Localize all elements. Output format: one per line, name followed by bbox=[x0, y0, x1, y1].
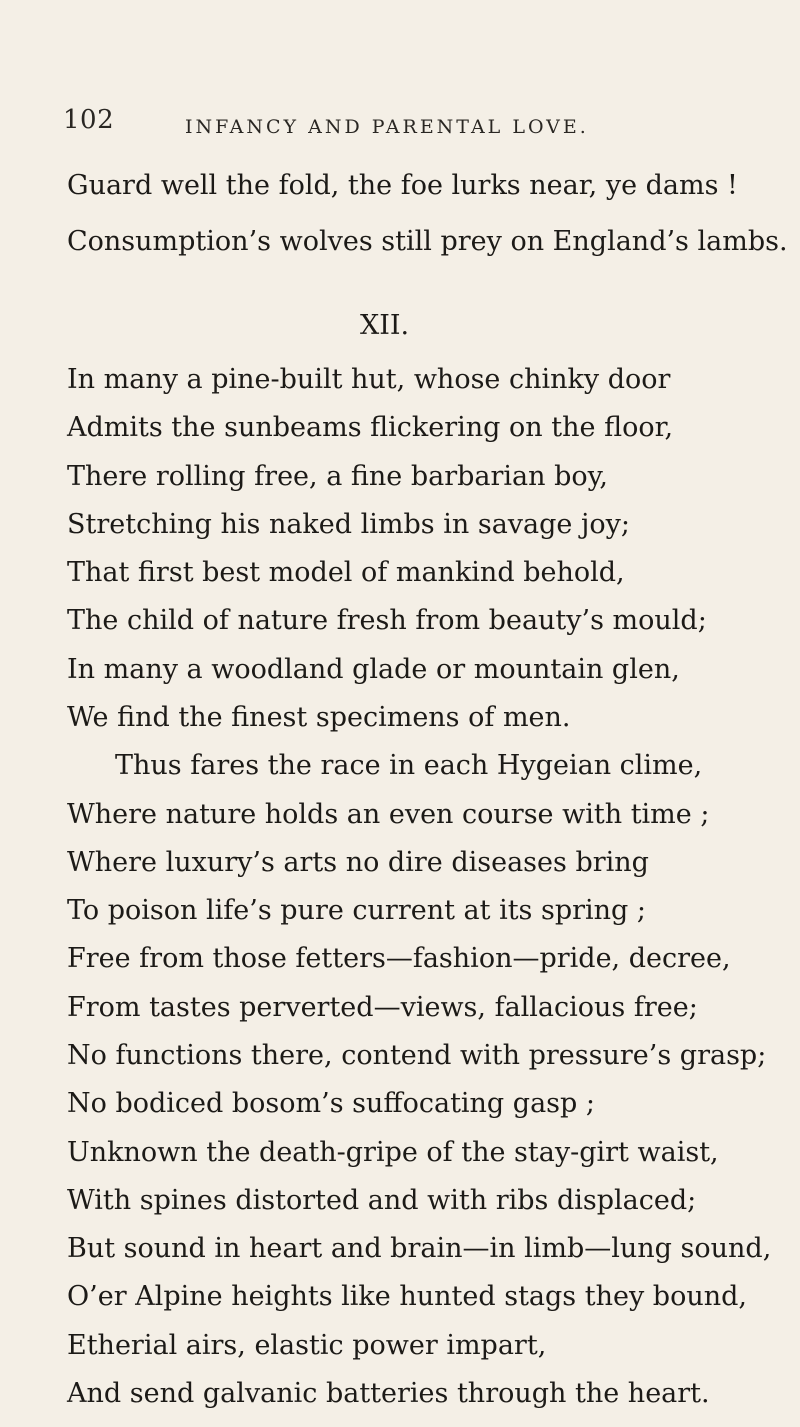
verse-line: In many a pine-built hut, whose chinky door bbox=[67, 364, 671, 395]
verse-line: Guard well the fold, the foe lurks near, ye dams ! bbox=[67, 170, 738, 201]
page-number: 102 bbox=[63, 105, 115, 135]
verse-line: Where nature holds an even course with time ; bbox=[67, 799, 710, 830]
verse-line: Thus fares the race in each Hygeian clime, bbox=[115, 750, 703, 781]
verse-line: That first best model of mankind behold, bbox=[67, 557, 625, 588]
running-head: INFANCY AND PARENTAL LOVE. bbox=[185, 116, 589, 138]
verse-line: Admits the sunbeams flickering on the floor, bbox=[67, 412, 674, 443]
verse-line: No bodiced bosom’s suffocating gasp ; bbox=[67, 1088, 596, 1119]
verse-line: Free from those fetters—fashion—pride, decree, bbox=[67, 943, 731, 974]
verse-line: Consumption’s wolves still prey on England’s lambs. bbox=[67, 226, 788, 257]
verse-line: There rolling free, a fine barbarian boy, bbox=[67, 461, 608, 492]
verse-line: No functions there, contend with pressure’s grasp; bbox=[67, 1040, 767, 1071]
verse-line: And send galvanic batteries through the heart. bbox=[67, 1378, 710, 1409]
verse-line: To poison life’s pure current at its spring ; bbox=[67, 895, 647, 926]
verse-line: Stretching his naked limbs in savage joy; bbox=[67, 509, 630, 540]
verse-line: Unknown the death-gripe of the stay-girt waist, bbox=[67, 1137, 719, 1168]
verse-line: But sound in heart and brain—in limb—lung sound, bbox=[67, 1233, 772, 1264]
section-heading: XII. bbox=[360, 310, 410, 341]
verse-line: Etherial airs, elastic power impart, bbox=[67, 1330, 547, 1361]
verse-line: The child of nature fresh from beauty’s mould; bbox=[67, 605, 707, 636]
verse-line: O’er Alpine heights like hunted stags they bound, bbox=[67, 1281, 747, 1312]
verse-line: With spines distorted and with ribs displaced; bbox=[67, 1185, 697, 1216]
verse-line: We find the finest specimens of men. bbox=[67, 702, 571, 733]
verse-line: Where luxury’s arts no dire diseases bring bbox=[67, 847, 649, 878]
verse-line: From tastes perverted—views, fallacious free; bbox=[67, 992, 698, 1023]
verse-line: In many a woodland glade or mountain glen, bbox=[67, 654, 680, 685]
